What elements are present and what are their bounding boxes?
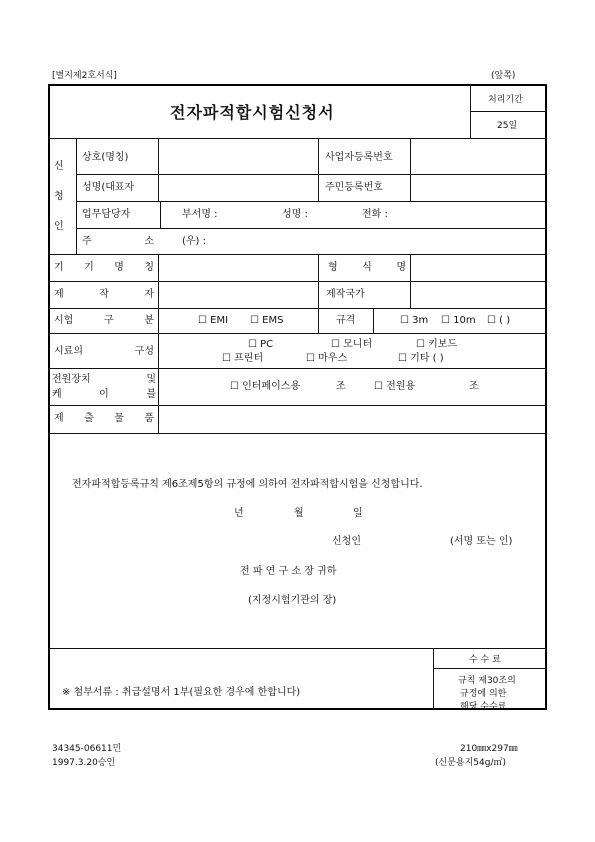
staff-label: 업무담당자 — [82, 209, 131, 220]
staff-name-label: 성명 : — [282, 209, 308, 220]
paper-size: 210㎜x297㎜ — [460, 744, 518, 754]
attachments-note: ※ 첨부서류 : 취급설명서 1부(필요한 경우에 한합니다) — [62, 687, 301, 698]
device-name-label: 기 기 명 칭 — [54, 262, 154, 273]
other-device-checkbox[interactable]: ☐ 기타 ( ) — [398, 353, 444, 364]
fee-desc-2: 규정에 의한 — [460, 689, 507, 699]
pc-checkbox[interactable]: ☐ PC — [248, 339, 274, 350]
resident-no-label: 주민등록번호 — [325, 182, 383, 193]
applicant-label-3: 인 — [54, 221, 64, 232]
country-label: 제작국가 — [326, 289, 365, 300]
form-number: [별지제2호서식] — [52, 71, 117, 81]
fee-label: 수 수 료 — [469, 655, 501, 665]
other-distance-checkbox[interactable]: ☐ ( ) — [487, 315, 511, 326]
standard-label: 규격 — [336, 315, 356, 326]
power-cable-label-2: 케 이 블 — [52, 389, 156, 400]
department-label: 부서명 : — [182, 209, 218, 220]
manufacturer-label: 제 작 자 — [54, 289, 154, 300]
interface-cable-checkbox[interactable]: ☐ 인터페이스용 — [230, 381, 301, 392]
test-type-label: 시험 구 분 — [54, 315, 154, 326]
zip-label: (우) : — [182, 236, 207, 247]
monitor-checkbox[interactable]: ☐ 모니터 — [331, 339, 373, 350]
page-side: (앞쪽) — [491, 71, 516, 81]
power-count-unit: 조 — [469, 381, 479, 392]
power-cable-label-1: 전원장치 및 — [52, 374, 156, 385]
year-label: 년 — [234, 508, 244, 519]
paper-type: (신문용지54g/㎡) — [435, 758, 506, 768]
business-reg-no-label: 사업자등록번호 — [325, 152, 393, 163]
mouse-checkbox[interactable]: ☐ 마우스 — [306, 353, 348, 364]
submitted-items-label: 제 출 물 품 — [54, 413, 154, 424]
applicant-label-2: 청 — [54, 191, 64, 202]
fee-desc-1: 규칙 제30조의 — [458, 676, 516, 686]
form-code: 34345-06611민 — [52, 744, 122, 754]
10m-checkbox[interactable]: ☐ 10m — [441, 315, 476, 326]
address-label: 주 소 — [82, 236, 154, 247]
fee-desc-3: 해당 수수료 — [460, 702, 507, 712]
application-statement: 전자파적합등록규칙 제6조제5항의 규정에 의하여 전자파적합시험을 신청합니다. — [72, 479, 423, 490]
approval-date: 1997.3.20승인 — [52, 758, 116, 768]
applicant-sign-label: 신청인 — [332, 536, 361, 547]
sample-config-label: 시료의 구성 — [54, 346, 154, 357]
addressee: 전 파 연 구 소 장 귀하 — [240, 566, 337, 577]
emi-checkbox[interactable]: ☐ EMI — [198, 315, 229, 326]
interface-count-unit: 조 — [336, 381, 346, 392]
printer-checkbox[interactable]: ☐ 프린터 — [222, 353, 264, 364]
processing-period-label: 처리기간 — [488, 95, 523, 105]
keyboard-checkbox[interactable]: ☐ 키보드 — [416, 339, 458, 350]
phone-label: 전화 : — [362, 209, 388, 220]
processing-period-value: 25일 — [497, 121, 518, 131]
signature-label: (서명 또는 인) — [450, 536, 513, 547]
power-cable-checkbox[interactable]: ☐ 전원용 — [374, 381, 416, 392]
ems-checkbox[interactable]: ☐ EMS — [250, 315, 284, 326]
month-label: 월 — [294, 508, 304, 519]
form-title: 전자파적합시험신청서 — [170, 103, 335, 122]
alt-addressee: (지정시험기관의 장) — [248, 595, 337, 606]
applicant-label-1: 신 — [54, 161, 64, 172]
representative-label: 성명(대표자 — [82, 182, 135, 193]
model-name-label: 형 식 명 — [328, 262, 406, 273]
3m-checkbox[interactable]: ☐ 3m — [400, 315, 429, 326]
day-label: 일 — [353, 508, 363, 519]
company-name-label: 상호(명칭) — [82, 152, 129, 163]
